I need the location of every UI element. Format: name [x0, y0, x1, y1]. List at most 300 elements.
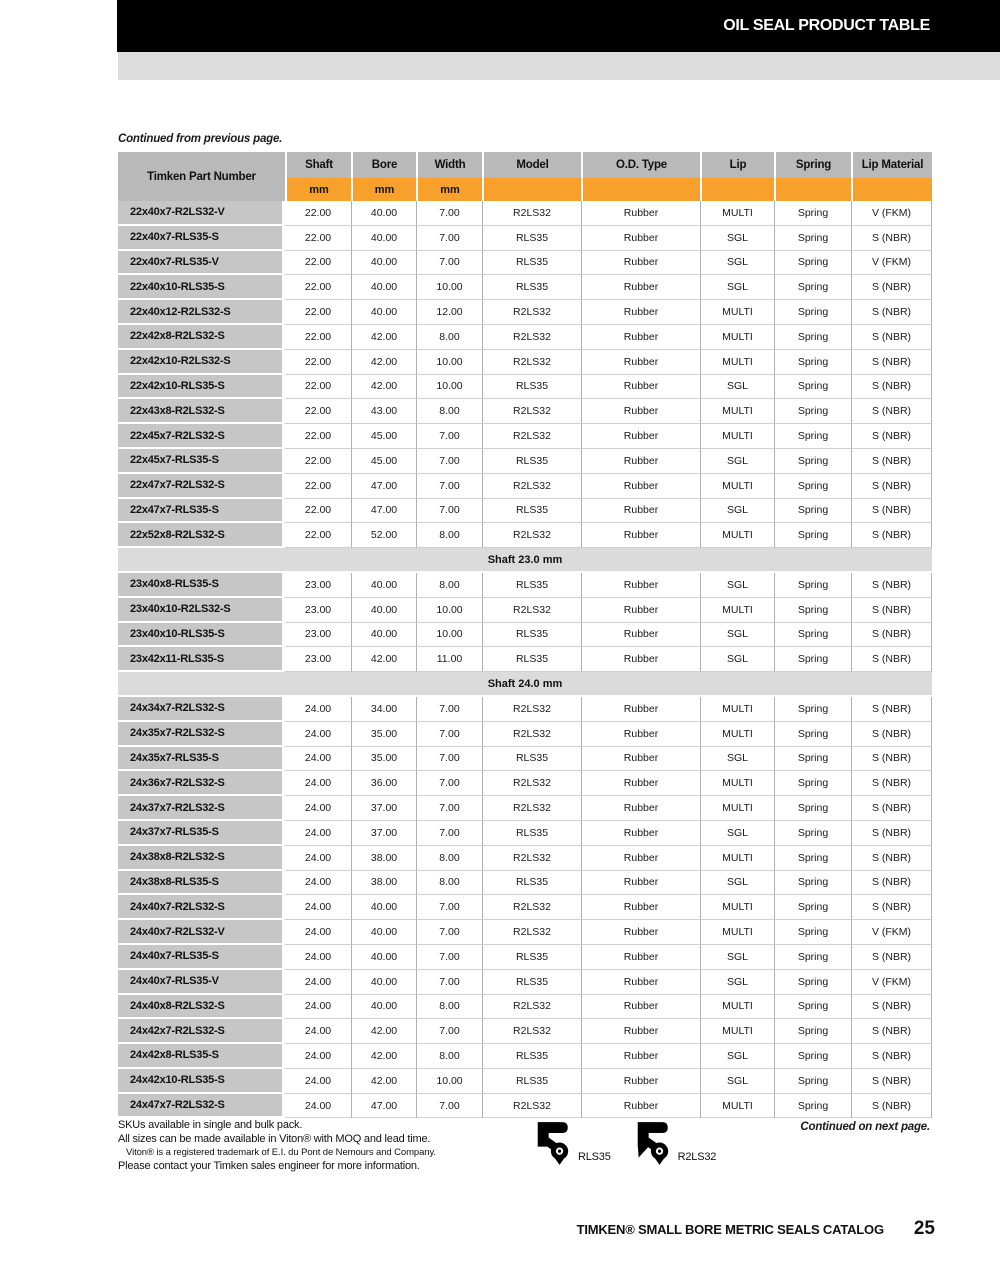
cell-spring: Spring [774, 1069, 851, 1094]
cell-lip: SGL [700, 275, 774, 300]
cell-lip: MULTI [700, 771, 774, 796]
cell-shaft: 24.00 [285, 1069, 351, 1094]
cell-lip-material: S (NBR) [851, 399, 932, 424]
cell-model: RLS35 [482, 970, 581, 995]
cell-lip-material: S (NBR) [851, 573, 932, 598]
cell-lip: SGL [700, 945, 774, 970]
cell-bore: 42.00 [351, 1019, 416, 1044]
cell-bore: 40.00 [351, 623, 416, 648]
cell-lip-material: S (NBR) [851, 623, 932, 648]
legend-label-r2ls32: R2LS32 [677, 1151, 717, 1163]
cell-lip-material: V (FKM) [851, 251, 932, 276]
cell-part-number: 24x42x8-RLS35-S [118, 1044, 285, 1069]
cell-width: 10.00 [416, 375, 482, 400]
cell-bore: 40.00 [351, 920, 416, 945]
cell-od-type: Rubber [581, 300, 700, 325]
cell-bore: 42.00 [351, 325, 416, 350]
table-row [118, 1094, 932, 1119]
cell-bore: 42.00 [351, 1044, 416, 1069]
cell-bore: 42.00 [351, 350, 416, 375]
cell-lip-material: S (NBR) [851, 771, 932, 796]
cell-lip: SGL [700, 647, 774, 672]
cell-bore: 42.00 [351, 647, 416, 672]
table-row [118, 449, 932, 474]
cell-lip: MULTI [700, 846, 774, 871]
cell-width: 8.00 [416, 995, 482, 1020]
cell-part-number: 22x40x12-R2LS32-S [118, 300, 285, 325]
cell-model: RLS35 [482, 375, 581, 400]
shaft-section-divider [118, 548, 932, 573]
cell-spring: Spring [774, 821, 851, 846]
cell-lip: MULTI [700, 201, 774, 226]
cell-part-number: 22x42x8-R2LS32-S [118, 325, 285, 350]
cell-lip: SGL [700, 821, 774, 846]
cell-spring: Spring [774, 499, 851, 524]
cell-width: 7.00 [416, 945, 482, 970]
cell-model: R2LS32 [482, 350, 581, 375]
cell-od-type: Rubber [581, 523, 700, 548]
cell-model: R2LS32 [482, 201, 581, 226]
footnote-viton: All sizes can be made available in Viton® with MOQ and lead time. [118, 1133, 431, 1145]
footnote-sku: SKUs available in single and bulk pack. [118, 1119, 303, 1131]
table-row [118, 598, 932, 623]
cell-od-type: Rubber [581, 1069, 700, 1094]
cell-lip-material: S (NBR) [851, 300, 932, 325]
cell-od-type: Rubber [581, 375, 700, 400]
cell-lip-material: S (NBR) [851, 995, 932, 1020]
cell-model: RLS35 [482, 251, 581, 276]
cell-model: R2LS32 [482, 523, 581, 548]
cell-model: R2LS32 [482, 1019, 581, 1044]
legend-item-rls35 [535, 1120, 611, 1166]
cell-spring: Spring [774, 449, 851, 474]
cell-bore: 47.00 [351, 474, 416, 499]
cell-od-type: Rubber [581, 350, 700, 375]
cell-width: 7.00 [416, 226, 482, 251]
cell-lip: MULTI [700, 424, 774, 449]
continued-from-note: Continued from previous page. [118, 133, 283, 145]
cell-od-type: Rubber [581, 499, 700, 524]
cell-od-type: Rubber [581, 275, 700, 300]
cell-part-number: 22x47x7-R2LS32-S [118, 474, 285, 499]
cell-lip: SGL [700, 747, 774, 772]
units-cell-lip-material [851, 178, 932, 201]
cell-width: 7.00 [416, 201, 482, 226]
cell-spring: Spring [774, 796, 851, 821]
cell-part-number: 24x35x7-RLS35-S [118, 747, 285, 772]
table-body [118, 201, 932, 1118]
cell-shaft: 23.00 [285, 623, 351, 648]
cell-part-number: 23x40x10-RLS35-S [118, 623, 285, 648]
cell-spring: Spring [774, 1019, 851, 1044]
cell-lip: MULTI [700, 598, 774, 623]
footer-page-number: 25 [913, 1218, 935, 1239]
cell-spring: Spring [774, 920, 851, 945]
cell-width: 10.00 [416, 598, 482, 623]
cell-lip-material: S (NBR) [851, 1044, 932, 1069]
cell-spring: Spring [774, 226, 851, 251]
cell-spring: Spring [774, 1094, 851, 1119]
cell-width: 8.00 [416, 325, 482, 350]
cell-width: 7.00 [416, 722, 482, 747]
cell-bore: 47.00 [351, 1094, 416, 1119]
table-row [118, 647, 932, 672]
cell-width: 8.00 [416, 846, 482, 871]
units-cell-bore: mm [351, 178, 416, 201]
cell-od-type: Rubber [581, 325, 700, 350]
table-row [118, 251, 932, 276]
table-row [118, 474, 932, 499]
cell-shaft: 22.00 [285, 424, 351, 449]
cell-part-number: 22x47x7-RLS35-S [118, 499, 285, 524]
cell-od-type: Rubber [581, 945, 700, 970]
cell-spring: Spring [774, 251, 851, 276]
cell-model: R2LS32 [482, 895, 581, 920]
table-row [118, 573, 932, 598]
cell-model: RLS35 [482, 945, 581, 970]
cell-bore: 47.00 [351, 499, 416, 524]
page-title: OIL SEAL PRODUCT TABLE [723, 17, 930, 34]
cell-lip: SGL [700, 623, 774, 648]
cell-od-type: Rubber [581, 573, 700, 598]
cell-model: R2LS32 [482, 424, 581, 449]
cell-shaft: 22.00 [285, 474, 351, 499]
cell-bore: 38.00 [351, 871, 416, 896]
table-row [118, 226, 932, 251]
cell-od-type: Rubber [581, 697, 700, 722]
cell-lip: MULTI [700, 399, 774, 424]
cell-width: 7.00 [416, 474, 482, 499]
cell-shaft: 22.00 [285, 399, 351, 424]
cell-od-type: Rubber [581, 821, 700, 846]
table-row [118, 399, 932, 424]
cell-lip-material: S (NBR) [851, 523, 932, 548]
cell-shaft: 24.00 [285, 995, 351, 1020]
cell-lip-material: V (FKM) [851, 201, 932, 226]
cell-bore: 40.00 [351, 573, 416, 598]
table-row [118, 623, 932, 648]
continued-next-note: Continued on next page. [800, 1121, 930, 1133]
cell-od-type: Rubber [581, 771, 700, 796]
cell-shaft: 24.00 [285, 771, 351, 796]
units-cell-model [482, 178, 581, 201]
cell-model: RLS35 [482, 499, 581, 524]
column-header-model: Model [482, 152, 581, 178]
cell-spring: Spring [774, 871, 851, 896]
cell-spring: Spring [774, 325, 851, 350]
table-row [118, 1069, 932, 1094]
cell-spring: Spring [774, 697, 851, 722]
cell-lip: MULTI [700, 350, 774, 375]
cell-shaft: 24.00 [285, 920, 351, 945]
cell-shaft: 24.00 [285, 722, 351, 747]
units-cell-width: mm [416, 178, 482, 201]
cell-lip-material: S (NBR) [851, 449, 932, 474]
cell-bore: 37.00 [351, 796, 416, 821]
cell-model: R2LS32 [482, 722, 581, 747]
cell-shaft: 22.00 [285, 375, 351, 400]
cell-spring: Spring [774, 647, 851, 672]
cell-lip-material: V (FKM) [851, 970, 932, 995]
cell-model: R2LS32 [482, 995, 581, 1020]
cell-part-number: 23x42x11-RLS35-S [118, 647, 285, 672]
cell-width: 8.00 [416, 399, 482, 424]
cell-lip: SGL [700, 226, 774, 251]
seal-legend [535, 1120, 716, 1166]
cell-lip: SGL [700, 251, 774, 276]
cell-od-type: Rubber [581, 1044, 700, 1069]
cell-od-type: Rubber [581, 747, 700, 772]
cell-shaft: 22.00 [285, 300, 351, 325]
shaft-section-label: Shaft 23.0 mm [487, 553, 563, 566]
cell-model: R2LS32 [482, 598, 581, 623]
cell-spring: Spring [774, 1044, 851, 1069]
cell-width: 7.00 [416, 449, 482, 474]
cell-spring: Spring [774, 275, 851, 300]
cell-width: 8.00 [416, 871, 482, 896]
shaft-section-label: Shaft 24.0 mm [487, 677, 563, 690]
column-header-lip-material: Lip Material [851, 152, 932, 178]
cell-spring: Spring [774, 722, 851, 747]
cell-shaft: 24.00 [285, 895, 351, 920]
table-row [118, 350, 932, 375]
units-cell-spring [774, 178, 851, 201]
cell-width: 7.00 [416, 747, 482, 772]
footer-catalog-title: TIMKEN® SMALL BORE METRIC SEALS CATALOG [576, 1222, 884, 1237]
cell-od-type: Rubber [581, 201, 700, 226]
table-row [118, 201, 932, 226]
cell-part-number: 24x40x7-RLS35-S [118, 945, 285, 970]
cell-shaft: 22.00 [285, 226, 351, 251]
cell-part-number: 22x40x10-RLS35-S [118, 275, 285, 300]
cell-lip-material: S (NBR) [851, 846, 932, 871]
cell-bore: 40.00 [351, 598, 416, 623]
cell-shaft: 24.00 [285, 945, 351, 970]
cell-lip-material: S (NBR) [851, 895, 932, 920]
cell-lip: MULTI [700, 1019, 774, 1044]
footnote-contact: Please contact your Timken sales engineer for more information. [118, 1160, 420, 1172]
cell-part-number: 23x40x8-RLS35-S [118, 573, 285, 598]
units-cell-od-type [581, 178, 700, 201]
cell-width: 7.00 [416, 251, 482, 276]
table-row [118, 995, 932, 1020]
cell-shaft: 24.00 [285, 821, 351, 846]
cell-lip: SGL [700, 1044, 774, 1069]
cell-shaft: 24.00 [285, 846, 351, 871]
cell-lip-material: S (NBR) [851, 375, 932, 400]
cell-width: 10.00 [416, 1069, 482, 1094]
cell-part-number: 22x43x8-R2LS32-S [118, 399, 285, 424]
cell-part-number: 22x40x7-R2LS32-V [118, 201, 285, 226]
cell-od-type: Rubber [581, 846, 700, 871]
cell-model: R2LS32 [482, 474, 581, 499]
cell-model: RLS35 [482, 623, 581, 648]
cell-shaft: 24.00 [285, 1094, 351, 1119]
cell-od-type: Rubber [581, 895, 700, 920]
cell-spring: Spring [774, 424, 851, 449]
cell-shaft: 24.00 [285, 1044, 351, 1069]
cell-model: RLS35 [482, 226, 581, 251]
cell-model: R2LS32 [482, 300, 581, 325]
cell-width: 10.00 [416, 275, 482, 300]
cell-lip-material: S (NBR) [851, 424, 932, 449]
cell-lip-material: S (NBR) [851, 226, 932, 251]
cell-lip: MULTI [700, 722, 774, 747]
cell-spring: Spring [774, 201, 851, 226]
cell-lip-material: S (NBR) [851, 1019, 932, 1044]
cell-part-number: 24x35x7-R2LS32-S [118, 722, 285, 747]
cell-spring: Spring [774, 573, 851, 598]
cell-bore: 45.00 [351, 449, 416, 474]
cell-part-number: 22x40x7-RLS35-S [118, 226, 285, 251]
cell-shaft: 22.00 [285, 275, 351, 300]
cell-lip: MULTI [700, 474, 774, 499]
cell-od-type: Rubber [581, 449, 700, 474]
cell-part-number: 22x40x7-RLS35-V [118, 251, 285, 276]
cell-lip: MULTI [700, 697, 774, 722]
cell-width: 10.00 [416, 623, 482, 648]
cell-model: R2LS32 [482, 771, 581, 796]
cell-width: 11.00 [416, 647, 482, 672]
cell-width: 12.00 [416, 300, 482, 325]
cell-lip-material: S (NBR) [851, 722, 932, 747]
table-header [118, 152, 932, 201]
cell-width: 7.00 [416, 771, 482, 796]
cell-width: 10.00 [416, 350, 482, 375]
cell-lip: MULTI [700, 920, 774, 945]
cell-lip-material: S (NBR) [851, 350, 932, 375]
cell-lip-material: S (NBR) [851, 1094, 932, 1119]
cell-width: 7.00 [416, 920, 482, 945]
cell-width: 7.00 [416, 697, 482, 722]
cell-part-number: 24x40x7-R2LS32-S [118, 895, 285, 920]
cell-bore: 36.00 [351, 771, 416, 796]
seal-r2ls32-icon [635, 1120, 675, 1166]
cell-lip: MULTI [700, 1094, 774, 1119]
cell-od-type: Rubber [581, 623, 700, 648]
table-row [118, 920, 932, 945]
cell-lip: SGL [700, 1069, 774, 1094]
cell-bore: 40.00 [351, 895, 416, 920]
cell-part-number: 24x47x7-R2LS32-S [118, 1094, 285, 1119]
cell-bore: 40.00 [351, 300, 416, 325]
cell-part-number: 24x38x8-R2LS32-S [118, 846, 285, 871]
cell-model: RLS35 [482, 647, 581, 672]
footnotes [118, 1118, 538, 1173]
cell-od-type: Rubber [581, 796, 700, 821]
table-row [118, 300, 932, 325]
cell-shaft: 24.00 [285, 871, 351, 896]
cell-od-type: Rubber [581, 1019, 700, 1044]
cell-shaft: 22.00 [285, 201, 351, 226]
cell-shaft: 23.00 [285, 598, 351, 623]
cell-lip: MULTI [700, 300, 774, 325]
cell-lip: MULTI [700, 995, 774, 1020]
cell-part-number: 22x42x10-RLS35-S [118, 375, 285, 400]
cell-spring: Spring [774, 970, 851, 995]
cell-model: R2LS32 [482, 697, 581, 722]
table-row [118, 375, 932, 400]
cell-shaft: 24.00 [285, 747, 351, 772]
cell-shaft: 23.00 [285, 647, 351, 672]
cell-shaft: 22.00 [285, 251, 351, 276]
cell-od-type: Rubber [581, 647, 700, 672]
table-row [118, 970, 932, 995]
cell-model: RLS35 [482, 1044, 581, 1069]
cell-width: 7.00 [416, 970, 482, 995]
cell-model: RLS35 [482, 747, 581, 772]
cell-width: 7.00 [416, 796, 482, 821]
cell-spring: Spring [774, 399, 851, 424]
cell-lip-material: S (NBR) [851, 598, 932, 623]
cell-od-type: Rubber [581, 1094, 700, 1119]
cell-lip-material: S (NBR) [851, 474, 932, 499]
cell-lip-material: S (NBR) [851, 796, 932, 821]
cell-width: 7.00 [416, 895, 482, 920]
footnote-viton-trademark: Viton® is a registered trademark of E.I. du Pont de Nemours and Company. [126, 1147, 436, 1158]
cell-bore: 43.00 [351, 399, 416, 424]
cell-model: RLS35 [482, 449, 581, 474]
cell-bore: 40.00 [351, 945, 416, 970]
cell-spring: Spring [774, 598, 851, 623]
table-row [118, 796, 932, 821]
cell-part-number: 24x38x8-RLS35-S [118, 871, 285, 896]
cell-spring: Spring [774, 350, 851, 375]
legend-label-rls35: RLS35 [578, 1151, 611, 1163]
cell-width: 8.00 [416, 523, 482, 548]
cell-lip-material: S (NBR) [851, 821, 932, 846]
page-banner [117, 0, 1000, 52]
cell-lip: MULTI [700, 796, 774, 821]
table-row [118, 747, 932, 772]
table-row [118, 771, 932, 796]
cell-part-number: 23x40x10-R2LS32-S [118, 598, 285, 623]
cell-part-number: 24x42x7-R2LS32-S [118, 1019, 285, 1044]
column-header-width: Width [416, 152, 482, 178]
table-row [118, 325, 932, 350]
cell-lip: SGL [700, 499, 774, 524]
cell-shaft: 24.00 [285, 796, 351, 821]
units-cell-shaft: mm [285, 178, 351, 201]
column-header-part-number: Timken Part Number [118, 152, 285, 201]
cell-lip-material: S (NBR) [851, 275, 932, 300]
cell-spring: Spring [774, 747, 851, 772]
cell-spring: Spring [774, 846, 851, 871]
cell-lip-material: S (NBR) [851, 647, 932, 672]
cell-lip-material: S (NBR) [851, 747, 932, 772]
cell-spring: Spring [774, 995, 851, 1020]
table-row [118, 697, 932, 722]
table-row [118, 275, 932, 300]
cell-model: R2LS32 [482, 1094, 581, 1119]
cell-part-number: 22x52x8-R2LS32-S [118, 523, 285, 548]
column-header-od-type: O.D. Type [581, 152, 700, 178]
cell-od-type: Rubber [581, 598, 700, 623]
cell-model: R2LS32 [482, 325, 581, 350]
shaft-section-divider [118, 672, 932, 697]
cell-model: RLS35 [482, 1069, 581, 1094]
cell-od-type: Rubber [581, 399, 700, 424]
cell-lip-material: S (NBR) [851, 945, 932, 970]
cell-model: RLS35 [482, 821, 581, 846]
cell-bore: 34.00 [351, 697, 416, 722]
cell-spring: Spring [774, 375, 851, 400]
cell-bore: 40.00 [351, 226, 416, 251]
cell-width: 7.00 [416, 1094, 482, 1119]
table-row [118, 895, 932, 920]
cell-part-number: 24x40x7-RLS35-V [118, 970, 285, 995]
cell-model: RLS35 [482, 275, 581, 300]
